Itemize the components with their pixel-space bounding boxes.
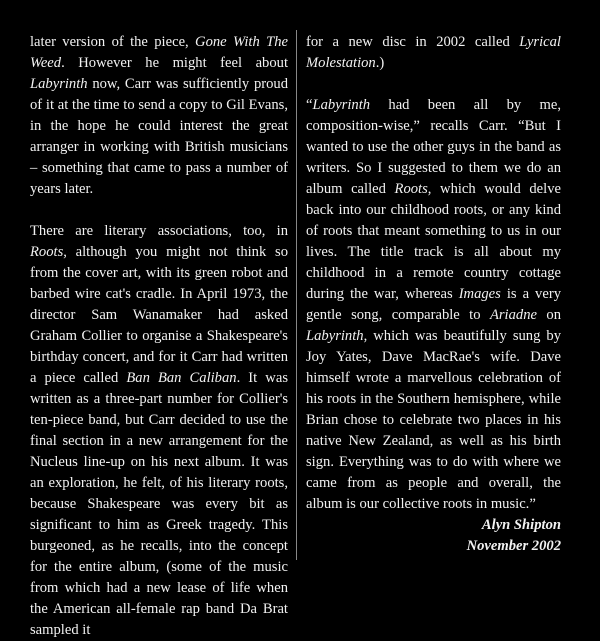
text-run: .) — [375, 55, 385, 71]
text-run: on — [536, 307, 561, 323]
text-run: had been all by me, composition-wise,” recalls Carr. “But I wanted to use the other guys in the band as writers. So I suggested to them we do an album called — [306, 97, 561, 197]
title-gone-with-the-weed: Gone With The Weed — [30, 34, 288, 71]
text-run: , which was beautifully sung by Joy Yates, Dave MacRae's wife. Dave himself wrote a marvellous celebration of his roots in the Southern hemisphere, while Brian chose to celebrate two places in his native New Zealand, as well as his birth sign. Everything was to do with where we came from as people and overall, the album is our collective roots in music.” — [306, 328, 561, 512]
text-run: for a new disc in 2002 called — [306, 34, 520, 50]
title-roots: Roots — [394, 181, 428, 197]
signature-author: Alyn Shipton — [481, 517, 561, 533]
title-labyrinth: Labyrinth — [30, 76, 88, 92]
title-roots: Roots — [30, 244, 64, 260]
title-labyrinth: Labyrinth — [312, 97, 371, 113]
signature-date: November 2002 — [466, 538, 561, 554]
text-run: is a very gentle song, comparable to — [306, 286, 561, 323]
text-run: “ — [306, 97, 313, 113]
text-run: There are literary associations, too, in — [30, 223, 288, 239]
column-divider — [296, 30, 297, 560]
right-column — [306, 32, 561, 557]
paragraph-literary-associations — [30, 221, 288, 641]
text-run: . However he might feel about — [61, 55, 288, 71]
paragraph-carr-quote — [306, 95, 561, 515]
text-run: later version of the piece, — [30, 34, 196, 50]
paragraph-lyrical-molestation — [306, 32, 561, 74]
text-run: now, Carr was sufficiently proud of it at the time to send a copy to Gil Evans, in the hope he could interest the great arranger in working with British musicians – something that came to pass a number of years later. — [30, 76, 288, 197]
text-run: , which would delve back into our childhood roots, or any kind of roots that meant something to us in our lives. The title track is all about my childhood in a remote country cottage during the war, whereas — [306, 181, 561, 302]
title-ban-ban-caliban: Ban Ban Caliban — [126, 370, 237, 386]
paragraph-labyrinth-gil-evans — [30, 32, 288, 200]
text-run: . It was written as a three-part number for Collier's ten-piece band, but Carr decided to use the final section in a new arrangement for the Nucleus line-up on his next album. It was an exploration, he felt, of his literary roots, because Shakespeare was every bit as significant to him as Greek tragedy. This burgeoned, as he recalls, into the concept for the entire album, (some of the music from which had a new lease of life when the American all-female rap band Da Brat sampled it — [30, 370, 288, 638]
text-run: , although you might not think so from the cover art, with its green robot and barbed wire cat's cradle. In April 1973, the director Sam Wanamaker had asked Graham Collier to organise a Shakespeare's birthday concert, and for it Carr had written a piece called — [30, 244, 288, 386]
left-column — [30, 32, 288, 641]
title-labyrinth: Labyrinth — [306, 328, 364, 344]
title-lyrical-molestation: Lyrical Molestation — [306, 34, 561, 71]
title-images: Images — [458, 286, 501, 302]
title-ariadne: Ariadne — [489, 307, 537, 323]
